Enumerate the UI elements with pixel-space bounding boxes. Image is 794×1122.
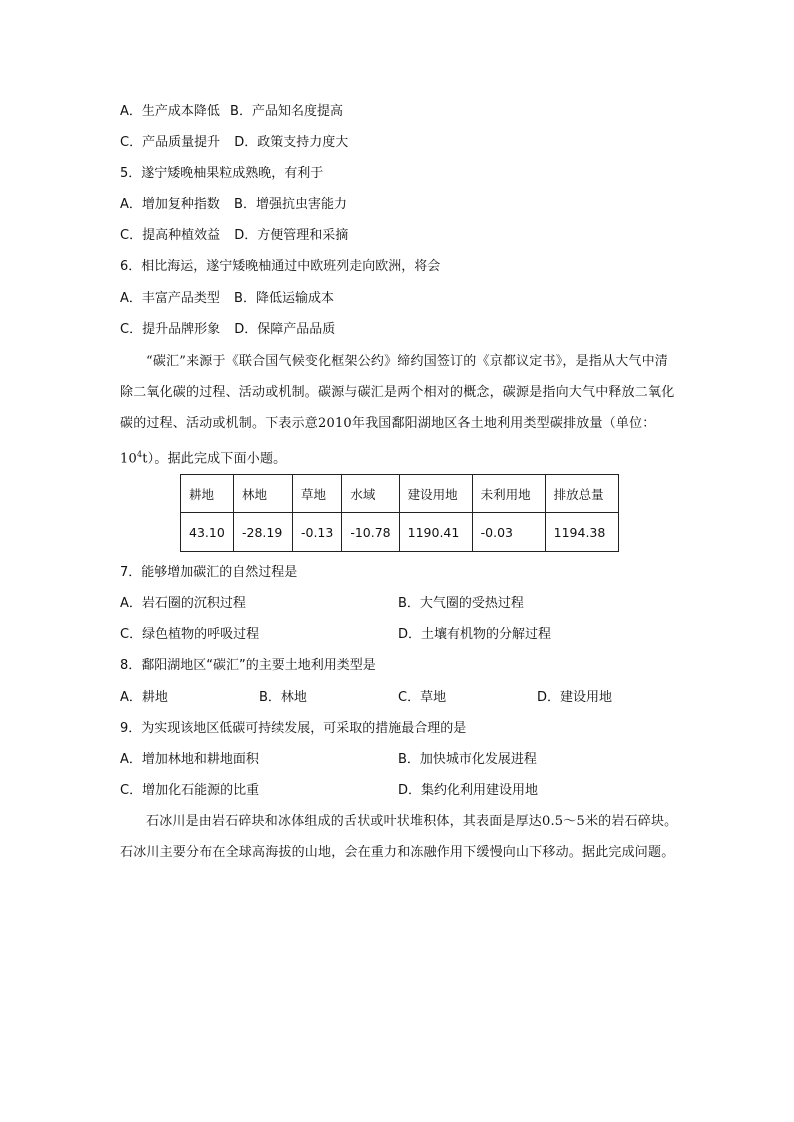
q7-stem: 7．能够增加碳汇的自然过程是 (120, 565, 298, 580)
table-cell: -0.03 (472, 513, 545, 552)
q5-option-a: A．增加复种指数 (120, 197, 220, 212)
passage-carbon-sink-text: “碳汇”来源于《联合国气候变化框架公约》缔约国签订的《京都议定书》，是指从大气中清除二氧化碳的过程、活动或机制。碳源与碳汇是两个相对的概念，碳源是指向大气中释放二氧化碳的过程、活动或机制。下表示意2010年我国鄱阳湖地区各土地利用类型碳排放量（单位：10 (120, 354, 675, 467)
q5-stem: 5．遂宁矮晚柚果粒成熟晚，有利于 (120, 166, 324, 181)
q4-options-row-2 (120, 134, 348, 152)
table-header-cell: 未利用地 (472, 475, 545, 513)
table-cell: 1194.38 (545, 513, 618, 552)
table-header-cell: 建设用地 (399, 475, 472, 513)
q8-option-b: B．林地 (259, 690, 307, 705)
q9-stem: 9．为实现该地区低碳可持续发展，可采取的措施最合理的是 (120, 721, 467, 736)
q9-option-c: C．增加化石能源的比重 (120, 783, 260, 798)
q4-options-row-1 (120, 103, 343, 121)
q8-option-a: A．耕地 (120, 690, 168, 705)
table-cell: -10.78 (342, 513, 399, 552)
q4-option-a: A．生产成本降低 (120, 104, 220, 119)
unit-exponent: 4 (136, 450, 143, 459)
table-header-cell: 草地 (293, 475, 342, 513)
table-cell: 43.10 (181, 513, 234, 552)
q5-options-row-1 (120, 196, 347, 214)
passage-carbon-sink-text-end: t）。据此完成下面小题。 (142, 451, 287, 467)
q9-option-b: B．加快城市化发展进程 (398, 752, 537, 767)
q8-option-c: C．草地 (398, 690, 447, 705)
passage-rock-glacier (120, 806, 680, 868)
table-cell: -28.19 (234, 513, 293, 552)
q4-option-c: C．产品质量提升 (120, 135, 221, 150)
q6-option-a: A．丰富产品类型 (120, 291, 220, 306)
q6-stem: 6．相比海运，遂宁矮晚柚通过中欧班列走向欧洲，将会 (120, 259, 441, 274)
q9-option-a: A．增加林地和耕地面积 (120, 752, 259, 767)
passage-carbon-sink (120, 346, 680, 474)
q9-option-d: D．集约化利用建设用地 (398, 783, 539, 798)
q6-option-d: D．保障产品品质 (234, 322, 336, 337)
table-cell: 1190.41 (399, 513, 472, 552)
table-header-row (181, 475, 619, 513)
q5-options-row-2 (120, 227, 348, 245)
q8-option-d: D．建设用地 (537, 690, 613, 705)
q6-option-b: B．降低运输成本 (234, 291, 334, 306)
q5-option-c: C．提高种植效益 (120, 228, 221, 243)
q7-option-d: D．土壤有机物的分解过程 (398, 627, 552, 642)
table-header-cell: 耕地 (181, 475, 234, 513)
q7-option-a: A．岩石圈的沉积过程 (120, 596, 246, 611)
q6-options-row-1 (120, 290, 334, 308)
table-header-cell: 林地 (234, 475, 293, 513)
q4-option-d: D．政策支持力度大 (234, 135, 349, 150)
table-header-cell: 水域 (342, 475, 399, 513)
table-header-cell: 排放总量 (545, 475, 618, 513)
q7-option-c: C．绿色植物的呼吸过程 (120, 627, 260, 642)
table-row (181, 513, 619, 552)
passage-rock-glacier-text: 石冰川是由岩石碎块和冰体组成的舌状或叶状堆积体，其表面是厚达0.5～5米的岩石碎块。石冰川主要分布在全球高海拔的山地，会在重力和冻融作用下缓慢向山下移动。据此完成问题。 (120, 814, 678, 860)
carbon-emission-table (180, 474, 619, 552)
q8-stem: 8．鄱阳湖地区“碳汇”的主要土地利用类型是 (120, 658, 376, 673)
table-cell: -0.13 (293, 513, 342, 552)
q5-option-d: D．方便管理和采摘 (234, 228, 349, 243)
q4-option-b: B．产品知名度提高 (230, 104, 343, 119)
q6-option-c: C．提升品牌形象 (120, 322, 221, 337)
q5-option-b: B．增强抗虫害能力 (234, 197, 347, 212)
q6-options-row-2 (120, 321, 335, 339)
q7-option-b: B．大气圈的受热过程 (398, 596, 524, 611)
